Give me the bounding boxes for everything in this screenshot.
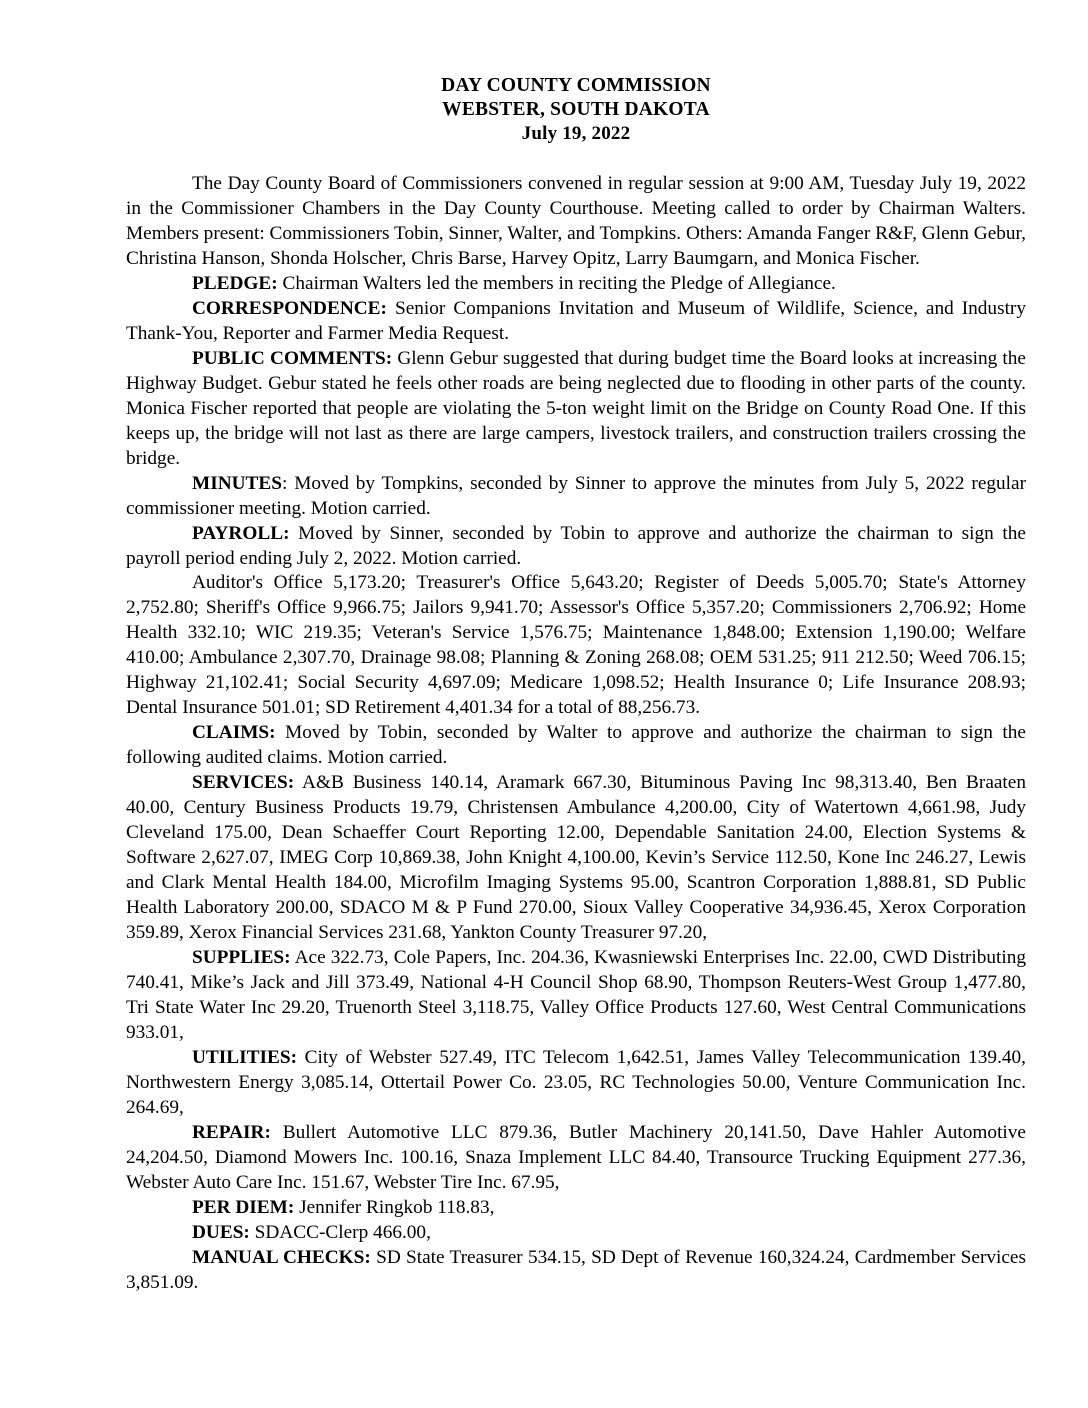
- paragraph-public-comments: [126, 347, 1026, 472]
- paragraph-lead: REPAIR:: [192, 1122, 271, 1144]
- document-header: [126, 74, 1026, 145]
- paragraph-minutes: [126, 472, 1026, 522]
- paragraph-dues: [126, 1221, 1026, 1246]
- paragraph-repair: [126, 1121, 1026, 1196]
- paragraph-payroll: [126, 522, 1026, 572]
- paragraph-lead: PER DIEM:: [192, 1197, 295, 1219]
- paragraph-payroll-detail: [126, 571, 1026, 721]
- paragraph-lead: DUES:: [192, 1222, 250, 1244]
- paragraph-lead: UTILITIES:: [192, 1047, 298, 1069]
- paragraph-lead: PAYROLL:: [192, 522, 290, 544]
- paragraph-lead: SUPPLIES:: [192, 947, 291, 969]
- paragraph-text: Auditor's Office 5,173.20; Treasurer's Office 5,643.20; Register of Deeds 5,005.70; State's Attorney 2,752.80; Sheriff's Office 9,966.75; Jailors 9,941.70; Assessor's Office 5,357.20; Commissioners 2,706.92; Home Health 332.10; WIC 219.35; Veteran's Service 1,576.75; Maintenance 1,848.00; Extension 1,190.00; Welfare 410.00; Ambulance 2,307.70, Drainage 98.08; Planning & Zoning 268.08; OEM 531.25; 911 212.50; Weed 706.15; Highway 21,102.41; Social Security 4,697.09; Medicare 1,098.52; Health Insurance 0; Life Insurance 208.93; Dental Insurance 501.01; SD Retirement 4,401.34 for a total of 88,256.73.: [126, 572, 1026, 719]
- paragraph-convened: [126, 172, 1026, 272]
- paragraph-text: Moved by Sinner, seconded by Tobin to approve and authorize the chairman to sign the payroll period ending July 2, 2022. Motion carried.: [126, 522, 1026, 569]
- paragraph-lead: MANUAL CHECKS:: [192, 1247, 371, 1269]
- paragraph-text: Moved by Tobin, seconded by Walter to approve and authorize the chairman to sign the following audited claims. Motion carried.: [126, 722, 1026, 769]
- paragraph-manual-checks: [126, 1246, 1026, 1296]
- paragraph-text: Jennifer Ringkob 118.83,: [294, 1197, 495, 1219]
- header-line-city-state: WEBSTER, SOUTH DAKOTA: [442, 98, 710, 120]
- paragraph-claims: [126, 721, 1026, 771]
- paragraph-per-diem: [126, 1196, 1026, 1221]
- paragraph-lead: PUBLIC COMMENTS:: [192, 347, 393, 369]
- paragraph-text: Chairman Walters led the members in reciting the Pledge of Allegiance.: [277, 272, 836, 294]
- paragraph-text: SDACC-Clerp 466.00,: [249, 1222, 431, 1244]
- paragraph-text: : Moved by Tompkins, seconded by Sinner to approve the minutes from July 5, 2022 regular commissioner meeting. Motion carried.: [126, 472, 1026, 519]
- paragraph-text: City of Webster 527.49, ITC Telecom 1,642.51, James Valley Telecommunication 139.40, Northwestern Energy 3,085.14, Ottertail Power Co. 23.05, RC Technologies 50.00, Venture Communication Inc. 264.69,: [126, 1047, 1026, 1119]
- paragraph-text: Ace 322.73, Cole Papers, Inc. 204.36, Kwasniewski Enterprises Inc. 22.00, CWD Distributing 740.41, Mike’s Jack and Jill 373.49, National 4-H Council Shop 68.90, Thompson Reuters-West Group 1,477.80, Tri State Water Inc 29.20, Truenorth Steel 3,118.75, Valley Office Products 127.60, West Central Communications 933.01,: [126, 947, 1026, 1044]
- paragraph-utilities: [126, 1046, 1026, 1121]
- paragraph-text: The Day County Board of Commissioners convened in regular session at 9:00 AM, Tuesday July 19, 2022 in the Commissioner Chambers in the Day County Courthouse. Meeting called to order by Chairman Walters. Members present: Commissioners Tobin, Sinner, Walter, and Tompkins. Others: Amanda Fanger R&F, Glenn Gebur, Christina Hanson, Shonda Holscher, Chris Barse, Harvey Opitz, Larry Baumgarn, and Monica Fischer.: [126, 172, 1026, 269]
- header-line-county: DAY COUNTY COMMISSION: [441, 75, 711, 96]
- paragraph-text: A&B Business 140.14, Aramark 667.30, Bituminous Paving Inc 98,313.40, Ben Braaten 40.00, Century Business Products 19.79, Christensen Ambulance 4,200.00, City of Watertown 4,661.98, Judy Cleveland 175.00, Dean Schaeffer Court Reporting 12.00, Dependable Sanitation 24.00, Election Systems & Software 2,627.07, IMEG Corp 10,869.38, John Knight 4,100.00, Kevin’s Service 112.50, Kone Inc 246.27, Lewis and Clark Mental Health 184.00, Microfilm Imaging Systems 95.00, Scantron Corporation 1,888.81, SD Public Health Laboratory 200.00, SDACO M & P Fund 270.00, Sioux Valley Cooperative 34,936.45, Xerox Corporation 359.89, Xerox Financial Services 231.68, Yankton County Treasurer 97.20,: [126, 772, 1026, 944]
- paragraph-lead: MINUTES: [192, 472, 282, 494]
- paragraph-lead: PLEDGE:: [192, 272, 278, 294]
- paragraph-correspondence: [126, 297, 1026, 347]
- paragraph-lead: SERVICES:: [192, 772, 295, 794]
- paragraph-text: SD State Treasurer 534.15, SD Dept of Revenue 160,324.24, Cardmember Services 3,851.09.: [126, 1247, 1026, 1294]
- paragraph-text: Bullert Automotive LLC 879.36, Butler Machinery 20,141.50, Dave Hahler Automotive 24,204.50, Diamond Mowers Inc. 100.16, Snaza Implement LLC 84.40, Transource Trucking Equipment 277.36, Webster Auto Care Inc. 151.67, Webster Tire Inc. 67.95,: [126, 1122, 1026, 1194]
- header-line-date: July 19, 2022: [521, 122, 631, 144]
- paragraph-lead: CLAIMS:: [192, 722, 276, 744]
- paragraph-supplies: [126, 946, 1026, 1046]
- paragraph-pledge: [126, 272, 1026, 297]
- paragraph-text: Senior Companions Invitation and Museum of Wildlife, Science, and Industry Thank-You, Reporter and Farmer Media Request.: [126, 297, 1026, 344]
- paragraph-lead: CORRESPONDENCE:: [192, 297, 387, 319]
- paragraph-text: Glenn Gebur suggested that during budget time the Board looks at increasing the Highway Budget. Gebur stated he feels other roads are being neglected due to flooding in other parts of the county. Monica Fischer reported that people are violating the 5-ton weight limit on the Bridge on County Road One. If this keeps up, the bridge will not last as there are large campers, livestock trailers, and construction trailers crossing the bridge.: [126, 347, 1026, 469]
- paragraph-services: [126, 771, 1026, 946]
- document-body: [126, 172, 1026, 1296]
